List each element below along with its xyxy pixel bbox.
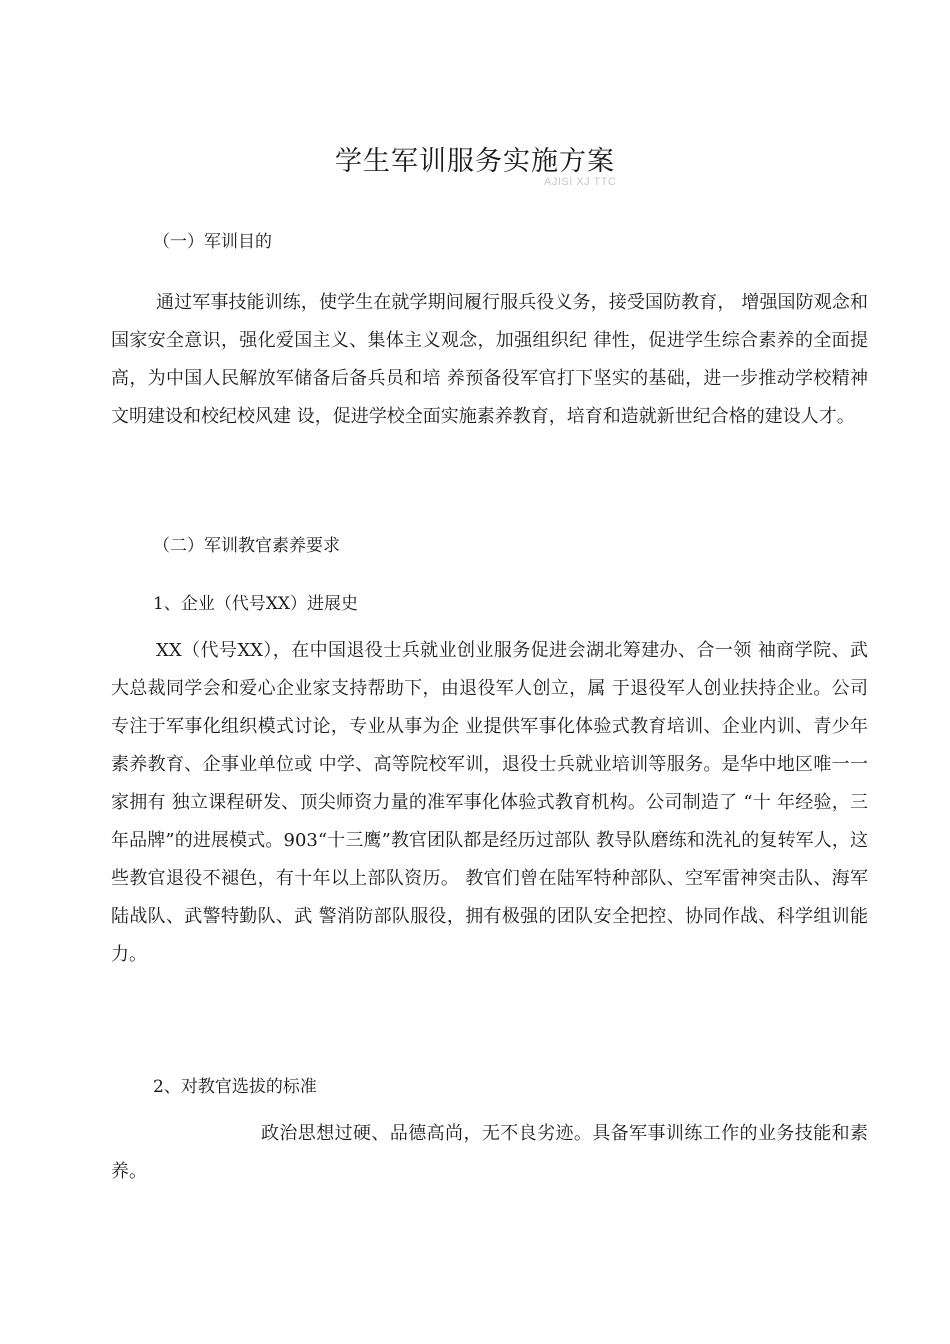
paragraph-selection-criteria: 政治思想过硬、品德高尚，无不良劣迹。具备军事训练工作的业务技能和素养。 [111,1123,868,1182]
item-heading-selection-criteria: 2、对教官选拔的标准 [153,1077,317,1097]
watermark: AJISI XJ TTC [544,176,617,188]
paragraph-company-history: XX（代号XX），在中国退役士兵就业创业服务促进会湖北筹建办、合一领 袖商学院、武大总裁同学会和爱心企业家支持帮助下，由退役军人创立，属 于退役军人创业扶持企业。公司专注于军事化组织模式讨论，专业从事为企 业提供军事化体验式教育培训、企业内训、青少年素养教育、企事业单位或 中学、高等院校军训，退役士兵就业培训等服务。是华中地区唯一一家拥有 独立课程研发、顶尖师资力量的准军事化体验式教育机构。公司制造了 “十 年经验，三年品牌”的进展模式。903“十三鹰”教官团队都是经历过部队 教导队磨练和洗礼的复转军人，这些教官退役不褪色，有十年以上部队资历。 教官们曾在陆军特种部队、空军雷神突击队、海军陆战队、武警特勤队、武 警消防部队服役，拥有极强的团队安全把控、协同作战、科学组训能力。 [111,640,868,965]
item-heading-company-history: 1、企业（代号XX）进展史 [153,594,359,614]
title-container [0,142,950,182]
section-heading-purpose: （一）军训目的 [153,232,272,252]
section-heading-instructor-requirements: （二）军训教官素养要求 [153,536,340,556]
paragraph-purpose: 通过军事技能训练，使学生在就学期间履行服兵役义务，接受国防教育， 增强国防观念和国家安全意识，强化爱国主义、集体主义观念，加强组织纪 律性，促进学生综合素养的全面提高，为中国人民解放军储备后备兵员和培 养预备役军官打下坚实的基础，进一步推动学校精神文明建设和校纪校风建 设，促进学校全面实施素养教育，培育和造就新世纪合格的建设人才。 [111,292,868,427]
document-title: 学生军训服务实施方案 [335,146,615,177]
